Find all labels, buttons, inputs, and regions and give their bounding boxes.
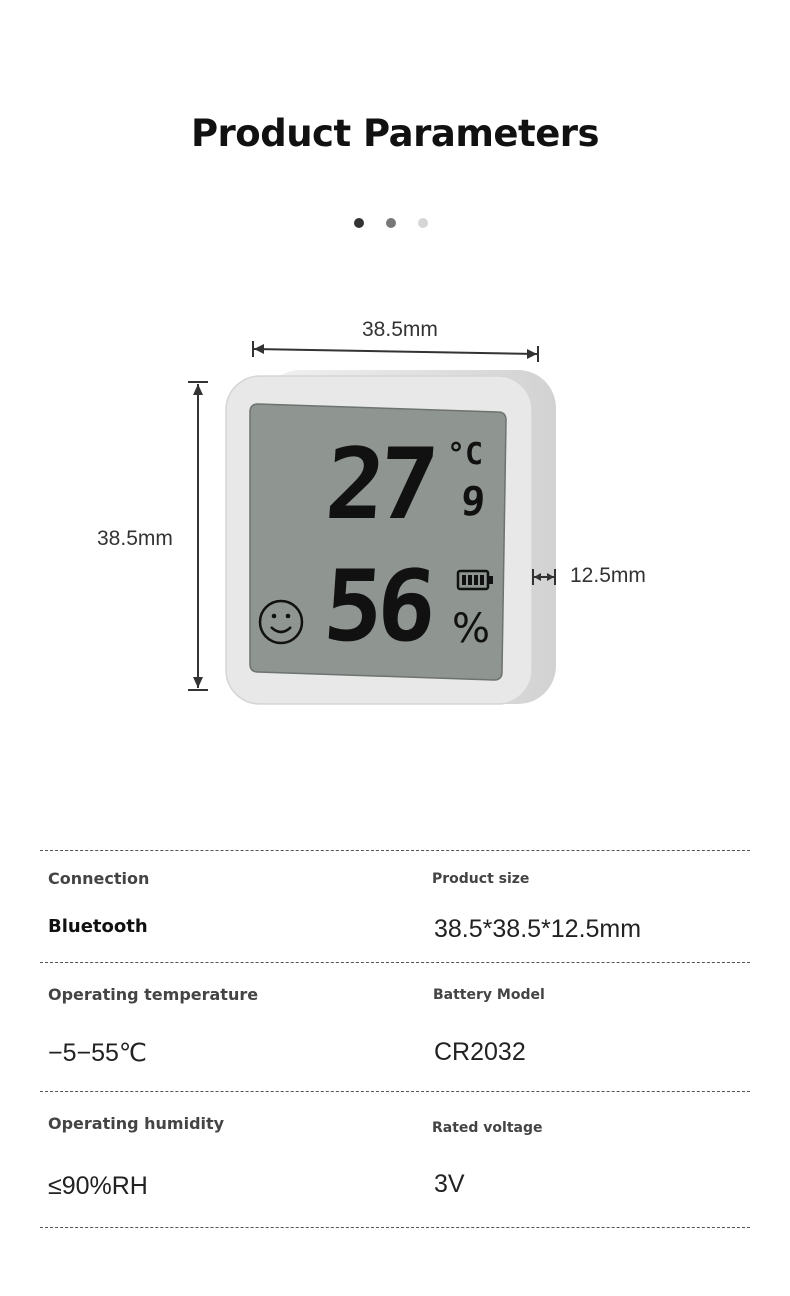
width-label: 38.5mm xyxy=(362,318,438,341)
temperature-reading: 27 xyxy=(322,428,437,542)
spec-label-operating-humidity: Operating humidity xyxy=(48,1114,225,1133)
height-dimension-line xyxy=(188,382,208,690)
spec-label-product-size: Product size xyxy=(432,871,530,887)
humidity-reading: 56 xyxy=(320,550,435,664)
divider xyxy=(40,850,750,851)
spec-value-battery-model: CR2032 xyxy=(434,1038,526,1066)
spec-label-rated-voltage: Rated voltage xyxy=(432,1120,543,1136)
spec-label-operating-temperature: Operating temperature xyxy=(48,985,259,1004)
temperature-unit: °C xyxy=(447,437,484,472)
divider xyxy=(40,962,750,963)
height-label: 38.5mm xyxy=(97,527,173,550)
humidity-unit: % xyxy=(452,606,491,652)
spec-label-battery-model: Battery Model xyxy=(433,987,545,1003)
depth-label: 12.5mm xyxy=(570,564,646,587)
spec-value-product-size: 38.5*38.5*12.5mm xyxy=(434,915,642,943)
spec-label-connection: Connection xyxy=(48,869,150,888)
page-title: Product Parameters xyxy=(190,112,600,155)
carousel-dot-2[interactable] xyxy=(386,218,396,228)
temperature-decimal: 9 xyxy=(459,479,487,525)
carousel-dot-1[interactable] xyxy=(354,218,364,228)
spec-value-operating-humidity: ≤90%RH xyxy=(48,1172,148,1200)
carousel-dot-3[interactable] xyxy=(418,218,428,228)
width-dimension-line xyxy=(253,341,538,362)
spec-value-operating-temperature: −5−55℃ xyxy=(48,1039,147,1067)
spec-value-rated-voltage: 3V xyxy=(434,1170,465,1198)
divider xyxy=(40,1091,750,1092)
divider xyxy=(40,1227,750,1228)
spec-value-connection: Bluetooth xyxy=(48,916,148,937)
